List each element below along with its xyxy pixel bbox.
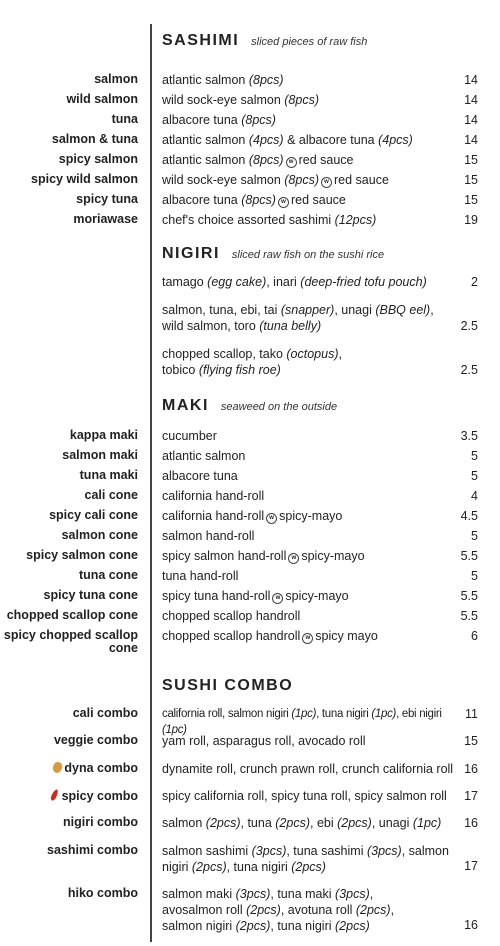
portion-note: (3pcs)	[251, 844, 287, 858]
menu-item-description: atlantic salmon (8pcs) w red sauce	[162, 153, 354, 167]
menu-item-name-text: cali cone	[84, 488, 138, 502]
section-header-sashimi	[162, 32, 367, 50]
portion-note: (2pcs)	[191, 860, 227, 874]
menu-item-description: california hand-roll	[162, 489, 265, 503]
menu-item-name-text: kappa maki	[69, 428, 138, 442]
menu-item-name	[0, 133, 138, 146]
menu-item-description: atlantic salmon (8pcs)	[162, 73, 284, 87]
menu-item-description: yam roll, asparagus roll, avocado roll	[162, 734, 366, 748]
menu-item-name	[0, 429, 138, 442]
menu-item-name-text: spicy salmon cone	[26, 548, 138, 562]
menu-item-name	[0, 73, 138, 86]
with-symbol-icon: w	[288, 553, 299, 564]
menu-item-description: albacore tuna	[162, 469, 238, 483]
menu-item-description: tamago (egg cake), inari (deep-fried tofu pouch)	[162, 275, 427, 289]
with-symbol-icon: w	[278, 197, 289, 208]
menu-item-price: 5	[471, 449, 478, 463]
section-subtitle: sliced pieces of raw fish	[251, 36, 368, 48]
section-title: SUSHI COMBO	[162, 677, 294, 694]
portion-note: (8pcs)	[248, 73, 284, 87]
menu-item-name	[0, 734, 138, 747]
menu-item-price: 4.5	[460, 509, 478, 523]
menu-item-description: salmon (2pcs), tuna (2pcs), ebi (2pcs), unagi (1pc)	[162, 816, 442, 830]
menu-item-name-text: salmon	[94, 72, 138, 86]
menu-item-description: chopped scallop handroll w spicy mayo	[162, 629, 378, 643]
section-title: SASHIMI	[162, 32, 240, 49]
menu-item-price: 5.5	[460, 589, 478, 603]
with-symbol-icon: w	[321, 177, 332, 188]
portion-note: (3pcs)	[366, 844, 402, 858]
menu-item-name-text: cali combo	[72, 706, 138, 720]
menu-item-name-text: spicy tuna cone	[43, 588, 138, 602]
menu-item-name	[0, 113, 138, 126]
portion-note: (tuna belly)	[259, 319, 322, 333]
menu-item-name-text: wild salmon	[66, 92, 138, 106]
section-title: NIGIRI	[162, 245, 220, 262]
menu-item-name	[0, 549, 138, 562]
menu-item-name	[0, 213, 138, 226]
menu-item-name-text: tuna maki	[79, 468, 138, 482]
menu-item-description: atlantic salmon	[162, 449, 246, 463]
menu-item-description: california hand-roll w spicy-mayo	[162, 509, 343, 523]
menu-item-name-text: spicy salmon	[58, 152, 138, 166]
menu-item-name	[0, 489, 138, 502]
menu-item-name-text: chopped scallop cone	[6, 608, 138, 622]
menu-item-name	[0, 93, 138, 106]
menu-item-name	[0, 529, 138, 542]
menu-item-description: wild sock-eye salmon (8pcs)	[162, 93, 319, 107]
portion-note: (2pcs)	[205, 816, 241, 830]
menu-item-description: albacore tuna (8pcs)	[162, 113, 276, 127]
with-symbol-icon: w	[286, 157, 297, 168]
portion-note: (4pcs)	[248, 133, 284, 147]
menu-item-price: 14	[464, 133, 478, 147]
menu-item-name-text: dyna combo	[64, 761, 138, 775]
menu-item-name	[0, 469, 138, 482]
pepper-icon	[49, 789, 59, 802]
section-subtitle: sliced raw fish on the sushi rice	[231, 249, 385, 261]
portion-note: (BBQ eel)	[375, 303, 431, 317]
menu-item-description: chef's choice assorted sashimi (12pcs)	[162, 213, 377, 227]
portion-note: (2pcs)	[355, 903, 391, 917]
menu-item-price: 6	[471, 629, 478, 643]
menu-item-price: 2.5	[460, 319, 478, 333]
menu-item-price: 5.5	[460, 609, 478, 623]
portion-note: (8pcs)	[241, 113, 276, 127]
section-header-nigiri	[162, 245, 384, 263]
menu-item-name-text: spicy tuna	[76, 192, 138, 206]
portion-note: (egg cake)	[207, 275, 267, 289]
menu-item-price: 17	[464, 859, 478, 873]
portion-note: (deep-fried tofu pouch)	[300, 275, 427, 289]
portion-note: (snapper)	[280, 303, 335, 317]
menu-item-price: 14	[464, 93, 478, 107]
menu-item-price: 5	[471, 529, 478, 543]
menu-item-description: salmon maki (3pcs), tuna maki (3pcs), avosalmon roll (2pcs), avotuna roll (2pcs), salmon nigiri (2pcs), tuna nigiri (2pcs)	[162, 887, 395, 933]
with-symbol-icon: w	[302, 633, 313, 644]
menu-item-name	[0, 173, 138, 186]
menu-item-name	[0, 193, 138, 206]
menu-item-name-text: tuna cone	[78, 568, 138, 582]
menu-item-name-text: spicy cali cone	[49, 508, 138, 522]
menu-item-name	[0, 153, 138, 166]
menu-item-name	[0, 589, 138, 602]
menu-item-description: california roll, salmon nigiri (1pc), tuna nigiri (1pc), ebi nigiri (1pc)	[162, 708, 442, 736]
menu-item-name-text: salmon cone	[61, 528, 138, 542]
menu-item-description: salmon hand-roll	[162, 529, 255, 543]
peanut-icon	[52, 761, 64, 774]
menu-item-price: 17	[464, 789, 478, 803]
menu-item-price: 15	[464, 734, 478, 748]
menu-item-name-text: sashimi combo	[47, 843, 138, 857]
menu-item-description: cucumber	[162, 429, 217, 443]
menu-item-price: 5	[471, 469, 478, 483]
menu-item-name	[0, 789, 138, 803]
section-subtitle: seaweed on the outside	[220, 401, 338, 413]
menu-item-price: 2	[471, 275, 478, 289]
menu-item-name-text: salmon maki	[62, 448, 138, 462]
menu-item-name	[0, 609, 138, 622]
menu-item-price: 19	[464, 213, 478, 227]
with-symbol-icon: w	[272, 593, 283, 604]
menu-item-price: 15	[464, 153, 478, 167]
portion-note: (1pc)	[412, 816, 442, 830]
menu-item-description: salmon sashimi (3pcs), tuna sashimi (3pcs), salmon nigiri (2pcs), tuna nigiri (2pcs)	[162, 844, 449, 874]
portion-note: (flying fish roe)	[198, 363, 281, 377]
menu-item-name	[0, 887, 138, 900]
portion-note: (8pcs)	[241, 193, 276, 207]
portion-note: (1pc)	[291, 708, 317, 720]
menu-item-name-text: nigiri combo	[63, 815, 138, 829]
menu-item-price: 5.5	[460, 549, 478, 563]
portion-note: (3pcs)	[235, 887, 271, 901]
menu-item-price: 4	[471, 489, 478, 503]
portion-note: (1pc)	[162, 724, 187, 736]
portion-note: (2pcs)	[275, 816, 310, 830]
portion-note: (octopus)	[286, 347, 339, 361]
menu-item-description: spicy california roll, spicy tuna roll, spicy salmon roll	[162, 789, 447, 803]
portion-note: (3pcs)	[335, 887, 370, 901]
section-header-maki	[162, 397, 337, 415]
menu-item-name-text: hiko combo	[67, 886, 138, 900]
menu-item-description: salmon, tuna, ebi, tai (snapper), unagi (BBQ eel), wild salmon, toro (tuna belly)	[162, 303, 434, 333]
menu-item-price: 2.5	[460, 363, 478, 377]
menu-item-description: chopped scallop handroll	[162, 609, 301, 623]
menu-item-price: 16	[464, 762, 478, 776]
section-header-combo	[162, 677, 293, 695]
portion-note: (2pcs)	[235, 919, 271, 933]
menu-item-name	[0, 762, 138, 775]
portion-note: (4pcs)	[378, 133, 413, 147]
menu-item-description: dynamite roll, crunch prawn roll, crunch california roll	[162, 762, 454, 776]
portion-note: (2pcs)	[246, 903, 281, 917]
portion-note: (2pcs)	[335, 919, 370, 933]
menu-item-description: albacore tuna (8pcs) w red sauce	[162, 193, 346, 207]
menu-item-price: 5	[471, 569, 478, 583]
menu-item-price: 14	[464, 113, 478, 127]
menu-item-name-text: spicy wild salmon	[31, 172, 138, 186]
menu-item-price: 15	[464, 193, 478, 207]
menu-item-name-text: spicy chopped scallop cone	[3, 628, 138, 655]
menu-item-name-text: spicy combo	[61, 789, 138, 803]
menu-item-name	[0, 629, 138, 655]
menu-item-description: atlantic salmon (4pcs) & albacore tuna (4pcs)	[162, 133, 413, 147]
menu-item-name	[0, 449, 138, 462]
portion-note: (12pcs)	[334, 213, 377, 227]
menu-item-name-text: salmon & tuna	[51, 132, 138, 146]
menu-item-name	[0, 509, 138, 522]
menu-item-price: 14	[464, 73, 478, 87]
menu-item-name	[0, 816, 138, 829]
menu-item-price: 11	[465, 707, 478, 721]
menu-item-description: spicy tuna hand-roll w spicy-mayo	[162, 589, 349, 603]
menu-item-description: chopped scallop, tako (octopus), tobico (flying fish roe)	[162, 347, 342, 377]
menu-item-price: 16	[464, 816, 478, 830]
menu-item-price: 3.5	[460, 429, 478, 443]
menu-item-name	[0, 569, 138, 582]
menu-item-name	[0, 707, 138, 720]
section-title: MAKI	[162, 397, 209, 414]
portion-note: (2pcs)	[291, 860, 326, 874]
column-divider	[150, 24, 152, 942]
menu-item-price: 15	[464, 173, 478, 187]
menu-item-description: spicy salmon hand-roll w spicy-mayo	[162, 549, 365, 563]
menu-item-name	[0, 844, 138, 857]
portion-note: (8pcs)	[248, 153, 284, 167]
menu-item-description: tuna hand-roll	[162, 569, 239, 583]
menu-item-price: 16	[464, 918, 478, 932]
menu-item-name-text: tuna	[111, 112, 138, 126]
portion-note: (2pcs)	[337, 816, 372, 830]
menu-item-name-text: moriawase	[73, 212, 138, 226]
portion-note: (1pc)	[371, 708, 397, 720]
portion-note: (8pcs)	[284, 93, 319, 107]
menu-item-description: wild sock-eye salmon (8pcs) w red sauce	[162, 173, 389, 187]
menu-item-name-text: veggie combo	[53, 733, 138, 747]
with-symbol-icon: w	[266, 513, 277, 524]
portion-note: (8pcs)	[284, 173, 319, 187]
